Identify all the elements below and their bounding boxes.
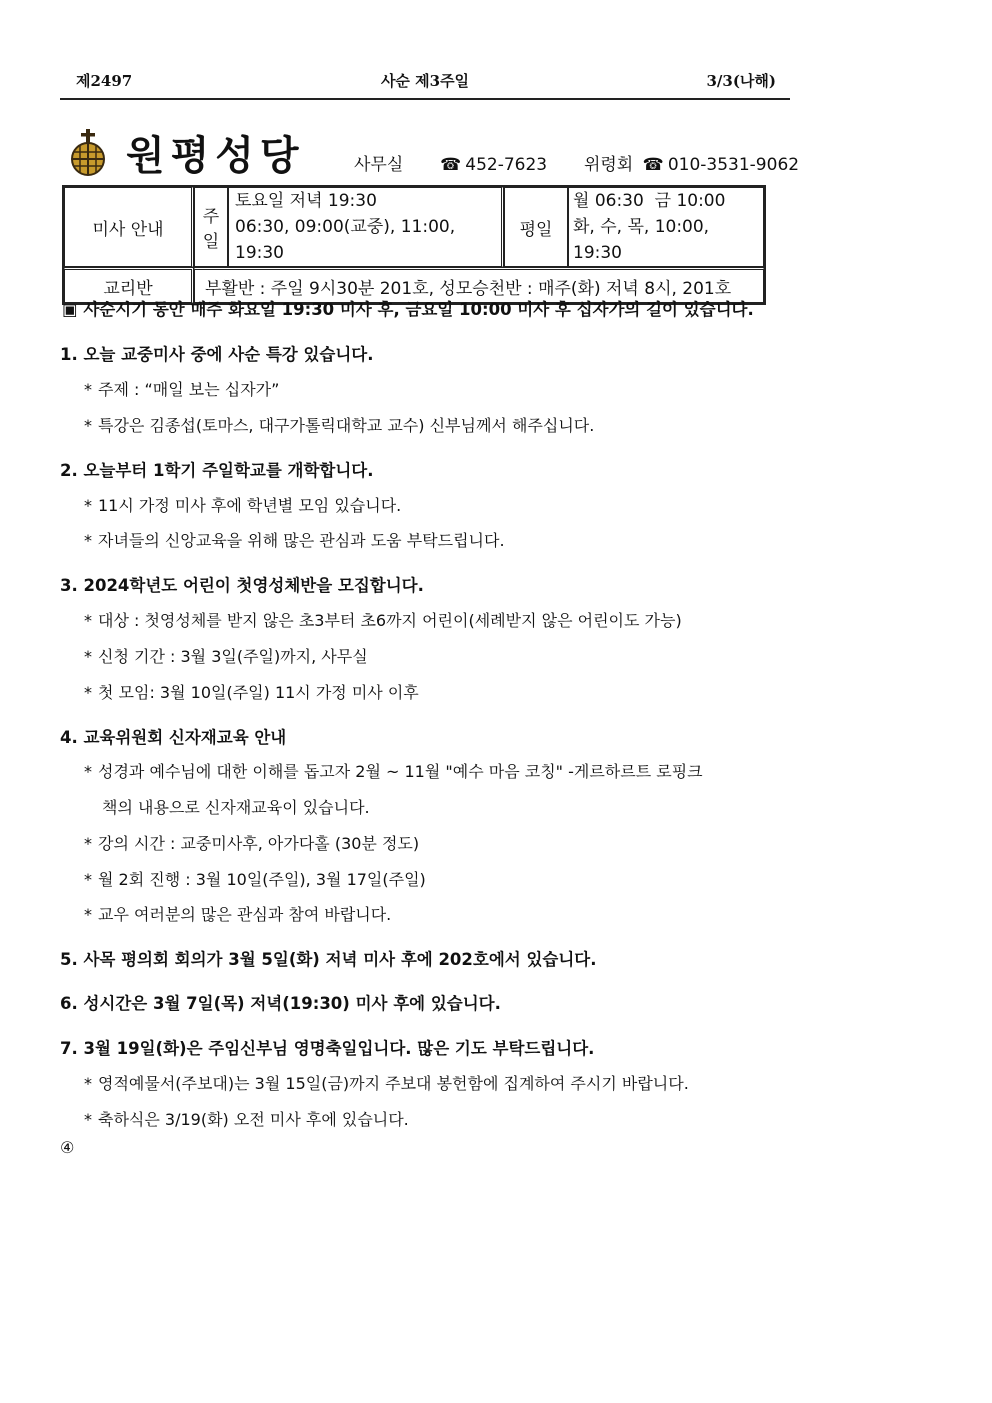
title-bar <box>60 124 800 180</box>
class-label: 교리반 <box>64 267 194 303</box>
council-phone: 010-3531-9062 <box>667 155 800 175</box>
schedule-table <box>62 185 766 305</box>
council-label: 위령회 <box>583 155 634 175</box>
announcement-detail: * 특강은 김종섭(토마스, 대구가톨릭대학교 교수) 신부님께서 해주십니다. <box>84 416 595 435</box>
sunday-times-line2: 06:30, 09:00(교중), 11:00, 19:30 <box>235 217 456 263</box>
announcement-detail: * 신청 기간 : 3월 3일(주일)까지, 사무실 <box>84 647 368 666</box>
page-header <box>60 70 790 92</box>
mass-info-label: 미사 안내 <box>64 187 194 267</box>
announcement-detail: * 월 2회 진행 : 3월 10일(주일), 3월 17일(주일) <box>84 870 426 889</box>
announcement-title: 4. 교육위원회 신자재교육 안내 <box>60 728 287 747</box>
announcement-title: 6. 성시간은 3월 7일(목) 저녁(19:30) 미사 후에 있습니다. <box>60 994 501 1013</box>
announcement-detail: * 영적예물서(주보대)는 3월 15일(금)까지 주보대 봉헌함에 집계하여 주시기 바랍니다. <box>84 1074 689 1093</box>
announcement-title: 7. 3월 19일(화)은 주임신부님 영명축일입니다. 많은 기도 부탁드립니다. <box>60 1039 595 1058</box>
weekday-times-line2: 화, 수, 목, 10:00, 19:30 <box>573 217 710 263</box>
lent-notice: ▣ 사순시기 동안 매주 화요일 19:30 미사 후, 금요일 10:00 미사 후 십자가의 길이 있습니다. <box>62 300 754 319</box>
office-label: 사무실 <box>354 155 404 175</box>
contact-info <box>354 150 803 175</box>
announcement-title: 1. 오늘 교중미사 중에 사순 특강 있습니다. <box>60 345 374 364</box>
announcement-detail: * 첫 모임: 3월 10일(주일) 11시 가정 미사 이후 <box>84 683 419 702</box>
sunday-label: 주일 <box>194 187 228 267</box>
page-number: ④ <box>60 1138 75 1157</box>
announcement-detail: * 축하식은 3/19(화) 오전 미사 후에 있습니다. <box>84 1110 409 1129</box>
phone-icon: ☎ <box>642 155 664 175</box>
sunday-times-line1: 토요일 저녁 19:30 <box>235 191 377 211</box>
announcement-detail: * 교우 여러분의 많은 관심과 참여 바랍니다. <box>84 905 392 924</box>
announcement-title: 2. 오늘부터 1학기 주일학교를 개학합니다. <box>60 461 374 480</box>
class-info: 부활반 : 주일 9시30분 201호, 성모승천반 : 매주(화) 저녁 8시, 201호 <box>194 267 764 303</box>
church-logo-icon <box>64 128 112 176</box>
office-phone: 452-7623 <box>465 155 548 175</box>
weekday-times <box>568 187 764 267</box>
church-name: 원평성당 <box>126 133 305 179</box>
weekday-label: 평일 <box>504 187 568 267</box>
announcement-detail: * 자녀들의 신앙교육을 위해 많은 관심과 도움 부탁드립니다. <box>84 531 505 550</box>
issue-number: 제2497 <box>76 72 133 90</box>
announcement-detail: * 강의 시간 : 교중미사후, 아가다홀 (30분 정도) <box>84 834 420 853</box>
weekday-times-line1: 월 06:30 금 10:00 <box>573 191 726 211</box>
announcement-detail-continued: 책의 내용으로 신자재교육이 있습니다. <box>102 798 370 817</box>
announcement-detail: * 성경과 예수님에 대한 이해를 돕고자 2월 ~ 11월 "예수 마음 코칭" -게르하르트 로핑크 <box>84 762 703 781</box>
sunday-times <box>228 187 504 267</box>
phone-icon: ☎ <box>440 155 462 175</box>
announcement-title: 3. 2024학년도 어린이 첫영성체반을 모집합니다. <box>60 576 424 595</box>
announcement-detail: * 11시 가정 미사 후에 학년별 모임 있습니다. <box>84 496 402 515</box>
bulletin-date: 3/3(나해) <box>706 72 776 90</box>
announcement-title: 5. 사목 평의회 회의가 3월 5일(화) 저녁 미사 후에 202호에서 있습니다. <box>60 950 597 969</box>
announcement-detail: * 주제 : “매일 보는 십자가” <box>84 380 280 399</box>
liturgical-week: 사순 제3주일 <box>380 72 470 90</box>
header-divider <box>60 98 790 100</box>
announcement-detail: * 대상 : 첫영성체를 받지 않은 초3부터 초6까지 어린이(세례받지 않은 어린이도 가능) <box>84 611 682 630</box>
